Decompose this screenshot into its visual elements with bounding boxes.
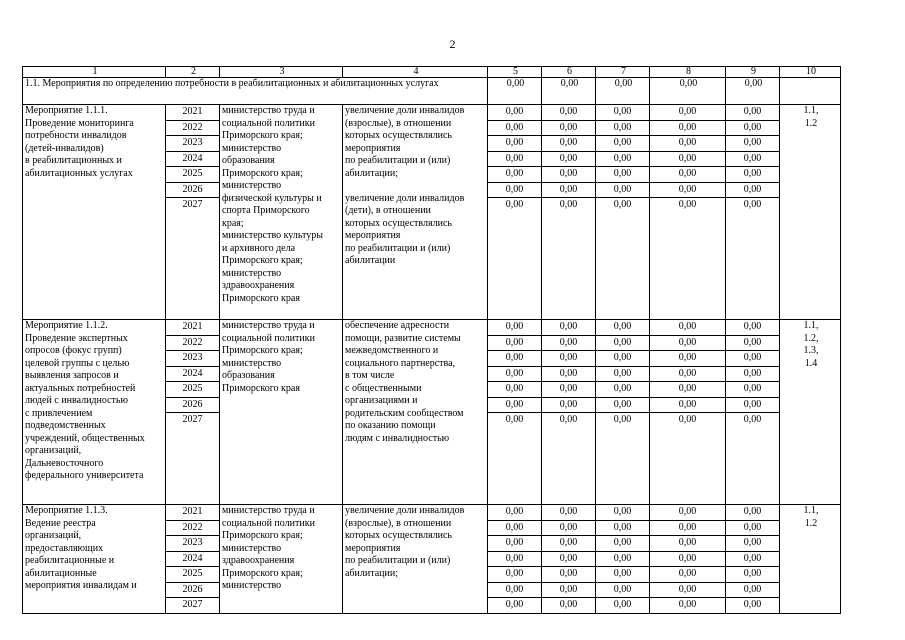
year-value: 2026 — [166, 183, 219, 199]
amount-value: 0,00 — [726, 351, 779, 367]
amount-value: 0,00 — [488, 105, 541, 121]
amount-value: 0,00 — [596, 567, 649, 583]
amount-value: 0,00 — [488, 552, 541, 568]
amount-value: 0,00 — [488, 505, 541, 521]
amount-value: 0,00 — [559, 199, 578, 210]
amount-value: 0,00 — [488, 567, 541, 583]
amount-value: 0,00 — [650, 382, 725, 398]
amount-value: 0,00 — [596, 320, 649, 336]
amount-value: 0,00 — [650, 583, 725, 599]
amount-cell — [650, 320, 726, 505]
amount-value: 0,00 — [596, 121, 649, 137]
year-value: 2025 — [166, 567, 219, 583]
col-header: 10 — [780, 67, 841, 78]
amount-value: 0,00 — [488, 121, 541, 137]
amount-value: 0,00 — [542, 351, 595, 367]
amount-value: 0,00 — [488, 536, 541, 552]
year-value: 2023 — [166, 536, 219, 552]
amount-value: 0,00 — [542, 136, 595, 152]
col-header: 6 — [542, 67, 596, 78]
results-cell: увеличение доли инвалидов (взрослые), в отношении которых осуществлялись мероприятия по реабилитации и (или) абилитации; увеличение доли инвалидов (дети), в отношении которых осуществлялись мероприятия по реабилитации и (или) абилитации — [343, 105, 488, 320]
section-value: 0,00 — [596, 78, 650, 105]
amount-value: 0,00 — [726, 382, 779, 398]
amount-value: 0,00 — [488, 521, 541, 537]
amount-cell — [726, 320, 780, 505]
amount-value: 0,00 — [650, 167, 725, 183]
amount-value: 0,00 — [596, 536, 649, 552]
amount-cell — [542, 105, 596, 320]
amount-value: 0,00 — [650, 552, 725, 568]
section-row — [23, 78, 841, 105]
year-value: 2021 — [166, 105, 219, 121]
amount-value: 0,00 — [559, 599, 578, 610]
years-cell — [166, 505, 220, 614]
amount-value: 0,00 — [596, 583, 649, 599]
amount-value: 0,00 — [542, 336, 595, 352]
year-value: 2026 — [166, 398, 219, 414]
amount-value: 0,00 — [488, 183, 541, 199]
program-table — [22, 66, 841, 614]
year-value: 2024 — [166, 552, 219, 568]
amount-value: 0,00 — [650, 567, 725, 583]
measure-name: Мероприятие 1.1.3. Ведение реестра организаций, предоставляющих реабилитационные и абилитационные мероприятия инвалидам и — [23, 505, 166, 614]
amount-value: 0,00 — [488, 152, 541, 168]
amount-value: 0,00 — [650, 136, 725, 152]
amount-value: 0,00 — [726, 583, 779, 599]
col-header: 5 — [488, 67, 542, 78]
indicator-refs: 1.1, 1.2, 1.3, 1.4 — [780, 320, 841, 505]
page-number: 2 — [449, 37, 456, 51]
amount-value: 0,00 — [743, 414, 762, 425]
year-value: 2027 — [182, 599, 203, 610]
amount-value: 0,00 — [726, 367, 779, 383]
amount-value: 0,00 — [596, 351, 649, 367]
amount-value: 0,00 — [542, 552, 595, 568]
section-value: 0,00 — [726, 78, 780, 105]
col-header: 1 — [23, 67, 166, 78]
amount-value: 0,00 — [596, 167, 649, 183]
section-value: 0,00 — [488, 78, 542, 105]
amount-value: 0,00 — [726, 136, 779, 152]
amount-value: 0,00 — [488, 382, 541, 398]
amount-cell — [596, 105, 650, 320]
amount-value: 0,00 — [488, 336, 541, 352]
amount-cell — [726, 105, 780, 320]
amount-value: 0,00 — [596, 152, 649, 168]
amount-value: 0,00 — [650, 351, 725, 367]
amount-value: 0,00 — [596, 382, 649, 398]
section-refs — [780, 78, 841, 105]
amount-value: 0,00 — [596, 552, 649, 568]
amount-value: 0,00 — [542, 105, 595, 121]
year-value: 2024 — [166, 152, 219, 168]
amount-value: 0,00 — [650, 183, 725, 199]
year-value: 2024 — [166, 367, 219, 383]
amount-cell — [726, 505, 780, 614]
amount-value: 0,00 — [726, 567, 779, 583]
amount-value: 0,00 — [726, 336, 779, 352]
amount-cell — [488, 505, 542, 614]
section-title: 1.1. Мероприятия по определению потребности в реабилитационных и абилитационных услугах — [23, 78, 488, 105]
amount-value: 0,00 — [596, 398, 649, 414]
year-value: 2027 — [182, 199, 203, 210]
amount-value: 0,00 — [542, 583, 595, 599]
amount-cell — [542, 320, 596, 505]
amount-value: 0,00 — [613, 414, 632, 425]
header-row — [23, 67, 841, 78]
amount-value: 0,00 — [650, 320, 725, 336]
amount-value: 0,00 — [726, 536, 779, 552]
amount-value: 0,00 — [596, 183, 649, 199]
amount-value: 0,00 — [726, 320, 779, 336]
amount-value: 0,00 — [542, 367, 595, 383]
amount-value: 0,00 — [650, 367, 725, 383]
indicator-refs: 1.1, 1.2 — [780, 105, 841, 320]
year-value: 2021 — [166, 320, 219, 336]
col-header: 8 — [650, 67, 726, 78]
amount-value: 0,00 — [726, 398, 779, 414]
amount-value: 0,00 — [650, 521, 725, 537]
amount-value: 0,00 — [743, 199, 762, 210]
amount-cell — [596, 320, 650, 505]
amount-value: 0,00 — [505, 199, 524, 210]
amount-value: 0,00 — [542, 567, 595, 583]
section-value: 0,00 — [650, 78, 726, 105]
amount-value: 0,00 — [650, 105, 725, 121]
amount-cell — [650, 105, 726, 320]
amount-value: 0,00 — [488, 167, 541, 183]
amount-value: 0,00 — [650, 121, 725, 137]
year-value: 2025 — [166, 167, 219, 183]
amount-value: 0,00 — [650, 336, 725, 352]
amount-value: 0,00 — [488, 136, 541, 152]
amount-value: 0,00 — [488, 583, 541, 599]
amount-value: 0,00 — [488, 320, 541, 336]
measure-name: Мероприятие 1.1.2. Проведение экспертных опросов (фокус групп) целевой группы с целью выявления запросов и актуальных потребностей людей с инвалидностью с привлечением подведомственных учреждений, общественных организаций, Дальневосточного федерального университета — [23, 320, 166, 505]
year-value: 2025 — [166, 382, 219, 398]
amount-cell — [488, 105, 542, 320]
indicator-refs: 1.1, 1.2 — [780, 505, 841, 614]
year-value: 2026 — [166, 583, 219, 599]
executors-cell: министерство труда и социальной политики Приморского края; министерство здравоохранения Приморского края; министерство — [220, 505, 343, 614]
amount-value: 0,00 — [726, 183, 779, 199]
amount-value: 0,00 — [488, 398, 541, 414]
amount-value: 0,00 — [726, 505, 779, 521]
col-header: 2 — [166, 67, 220, 78]
years-cell — [166, 320, 220, 505]
amount-value: 0,00 — [542, 121, 595, 137]
amount-value: 0,00 — [650, 505, 725, 521]
amount-value: 0,00 — [542, 167, 595, 183]
amount-value: 0,00 — [542, 398, 595, 414]
amount-value: 0,00 — [542, 152, 595, 168]
amount-value: 0,00 — [596, 136, 649, 152]
year-value: 2021 — [166, 505, 219, 521]
amount-value: 0,00 — [726, 167, 779, 183]
amount-value: 0,00 — [650, 398, 725, 414]
amount-value: 0,00 — [613, 199, 632, 210]
amount-cell — [596, 505, 650, 614]
amount-value: 0,00 — [505, 599, 524, 610]
year-value: 2027 — [182, 414, 203, 425]
amount-value: 0,00 — [726, 552, 779, 568]
amount-cell — [488, 320, 542, 505]
col-header: 9 — [726, 67, 780, 78]
measure-row — [23, 105, 841, 320]
amount-value: 0,00 — [542, 505, 595, 521]
amount-value: 0,00 — [542, 536, 595, 552]
year-value: 2023 — [166, 136, 219, 152]
amount-value: 0,00 — [726, 121, 779, 137]
measure-row — [23, 320, 841, 505]
amount-value: 0,00 — [596, 367, 649, 383]
amount-value: 0,00 — [650, 536, 725, 552]
amount-value: 0,00 — [488, 351, 541, 367]
amount-value: 0,00 — [488, 367, 541, 383]
amount-cell — [650, 505, 726, 614]
amount-value: 0,00 — [743, 599, 762, 610]
amount-value: 0,00 — [678, 599, 697, 610]
section-value: 0,00 — [542, 78, 596, 105]
amount-value: 0,00 — [726, 105, 779, 121]
amount-value: 0,00 — [542, 183, 595, 199]
amount-value: 0,00 — [650, 152, 725, 168]
amount-value: 0,00 — [678, 199, 697, 210]
col-header: 7 — [596, 67, 650, 78]
amount-value: 0,00 — [596, 505, 649, 521]
amount-cell — [542, 505, 596, 614]
col-header: 4 — [343, 67, 488, 78]
amount-value: 0,00 — [678, 414, 697, 425]
amount-value: 0,00 — [505, 414, 524, 425]
years-cell — [166, 105, 220, 320]
amount-value: 0,00 — [596, 105, 649, 121]
amount-value: 0,00 — [726, 152, 779, 168]
amount-value: 0,00 — [596, 521, 649, 537]
amount-value: 0,00 — [613, 599, 632, 610]
amount-value: 0,00 — [542, 382, 595, 398]
measure-name: Мероприятие 1.1.1. Проведение мониторинга потребности инвалидов (детей-инвалидов) в реабилитационных и абилитационных услугах — [23, 105, 166, 320]
amount-value: 0,00 — [596, 336, 649, 352]
col-header: 3 — [220, 67, 343, 78]
executors-cell: министерство труда и социальной политики Приморского края; министерство образования Приморского края — [220, 320, 343, 505]
results-cell: увеличение доли инвалидов (взрослые), в отношении которых осуществлялись мероприятия по реабилитации и (или) абилитации; — [343, 505, 488, 614]
amount-value: 0,00 — [542, 521, 595, 537]
amount-value: 0,00 — [559, 414, 578, 425]
year-value: 2022 — [166, 121, 219, 137]
amount-value: 0,00 — [542, 320, 595, 336]
executors-cell: министерство труда и социальной политики Приморского края; министерство образования Приморского края; министерство физической культуры и спорта Приморского края; министерство культуры и архивного дела Приморского края; министерство здравоохранения Приморского края — [220, 105, 343, 320]
measure-row — [23, 505, 841, 614]
results-cell: обеспечение адресности помощи, развитие системы межведомственного и социального партнерства, в том числе с общественными организациями и родительским сообществом по оказанию помощи людям с инвалидностью — [343, 320, 488, 505]
year-value: 2022 — [166, 336, 219, 352]
year-value: 2023 — [166, 351, 219, 367]
year-value: 2022 — [166, 521, 219, 537]
amount-value: 0,00 — [726, 521, 779, 537]
